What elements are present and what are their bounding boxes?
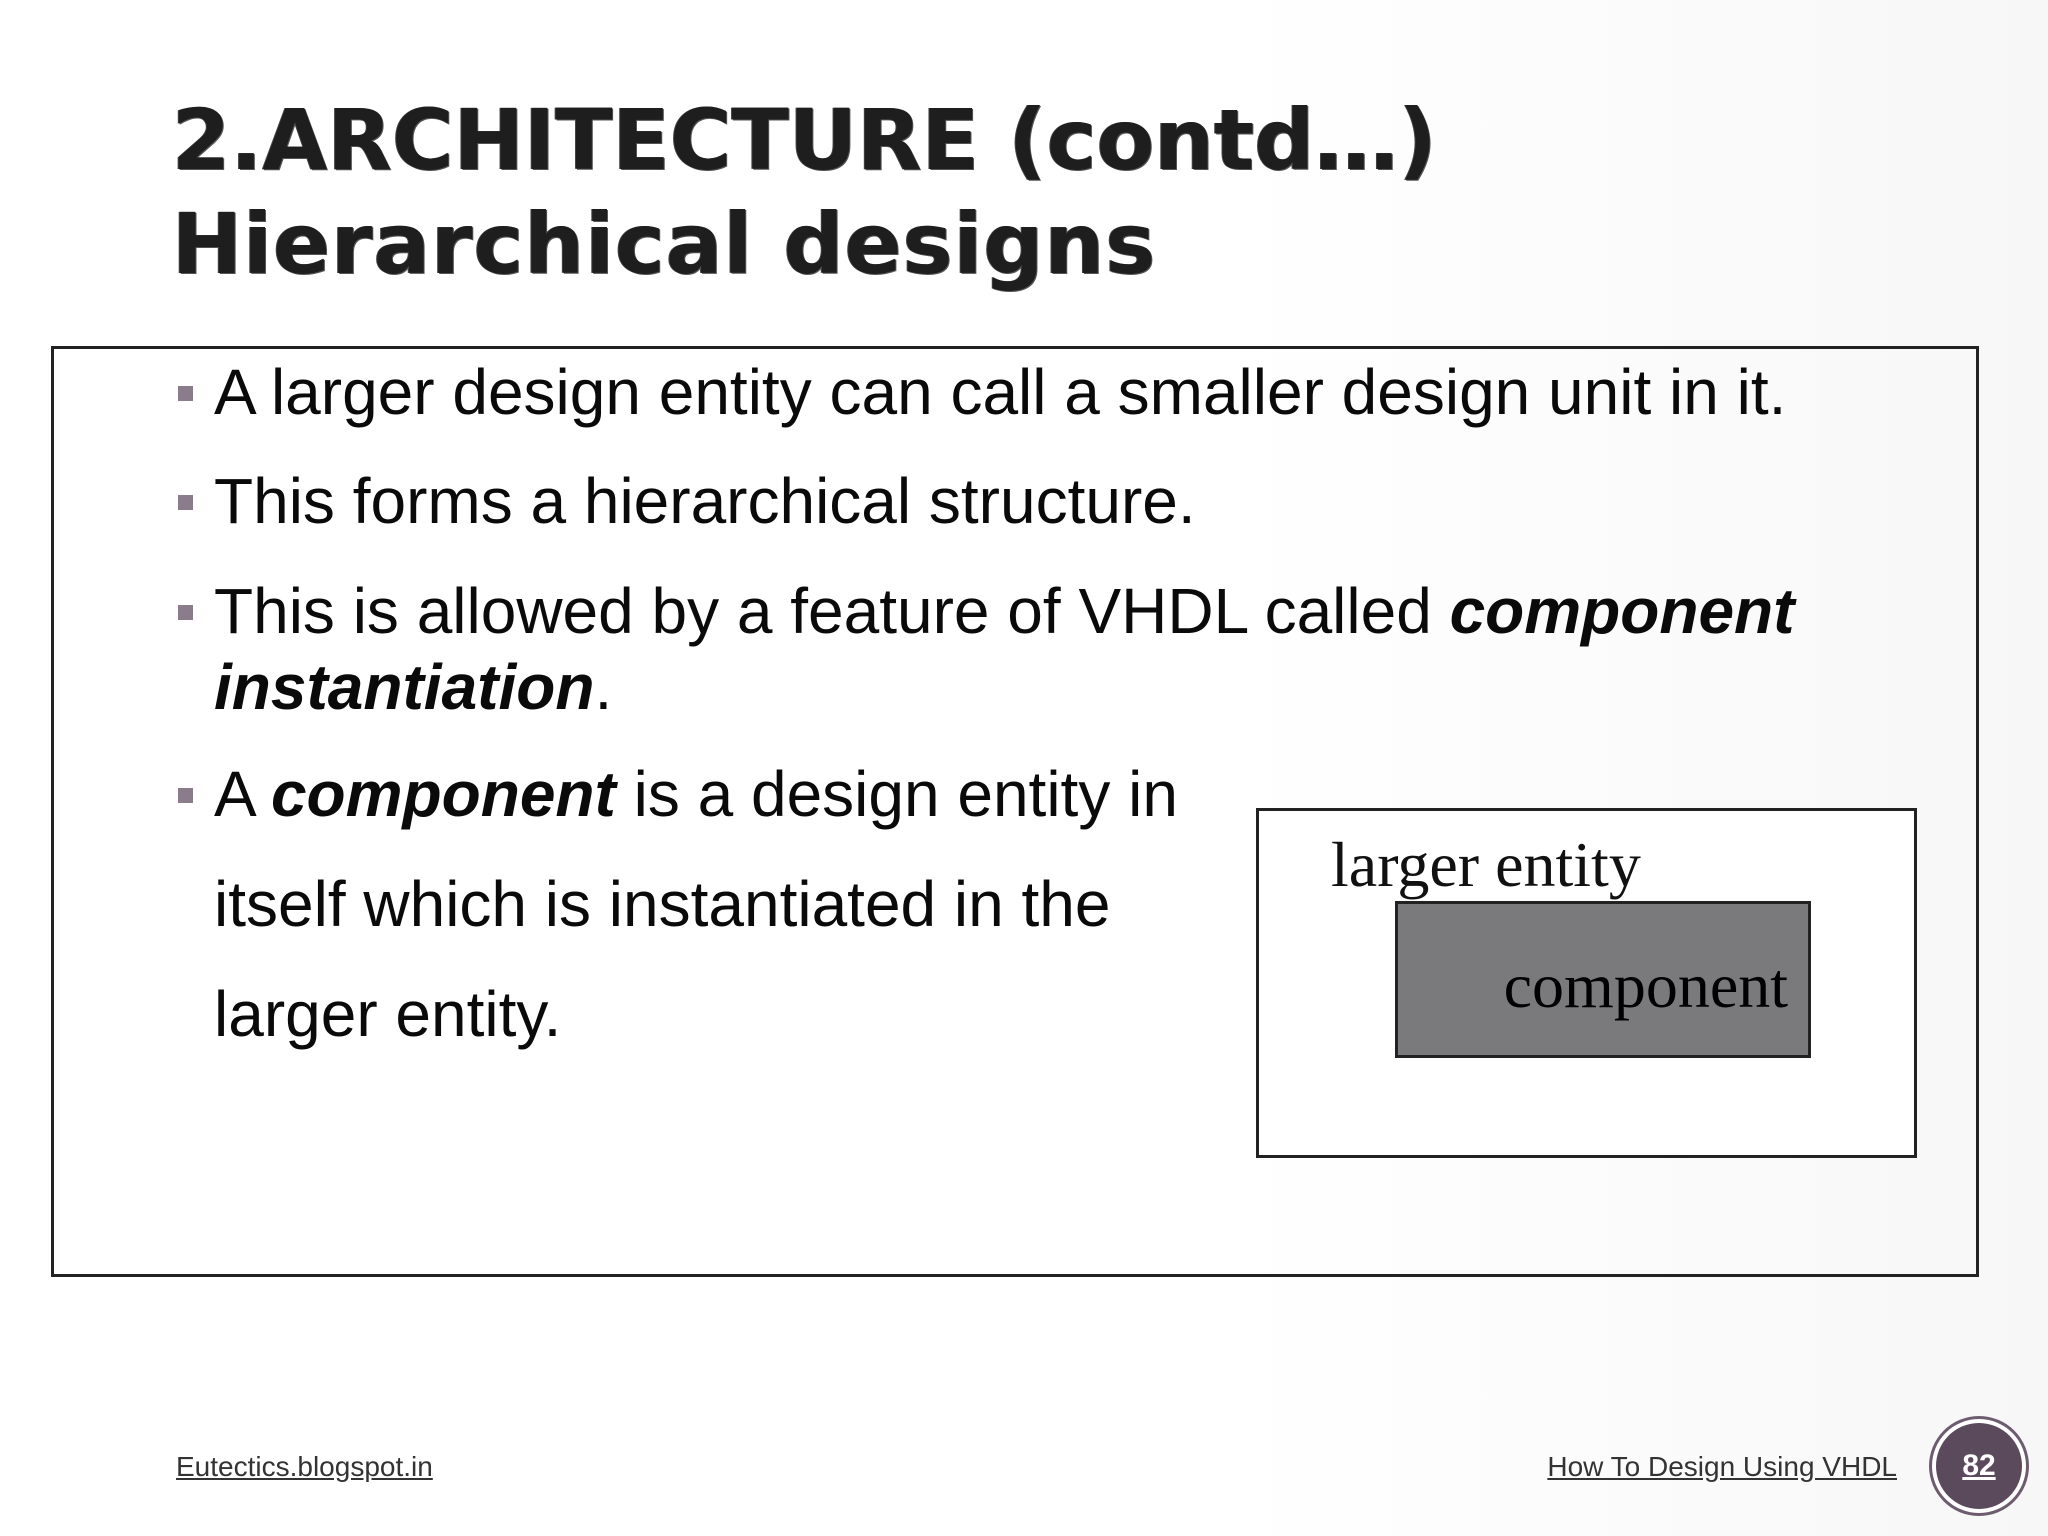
- footer-title-link[interactable]: How To Design Using VHDL: [1547, 1451, 1897, 1482]
- page-number: 82: [1962, 1449, 1996, 1482]
- larger-entity-box: [1256, 808, 1917, 1158]
- bullet-marker: [178, 788, 193, 803]
- bullet-text-line3: larger entity.: [214, 978, 562, 1050]
- emphasis-component: component: [270, 758, 616, 830]
- bullet-text: This forms a hierarchical structure.: [214, 465, 1196, 537]
- bullet-text: [214, 573, 1794, 725]
- bullet-text-prefix: This is allowed by a feature of VHDL called: [214, 575, 1450, 647]
- slide-title: [172, 88, 1437, 296]
- emphasis-instantiation: instantiation: [214, 651, 595, 723]
- bullet-text-suffix: .: [594, 651, 613, 723]
- bullet-text-prefix: A: [214, 758, 271, 830]
- page-number-badge[interactable]: [1936, 1423, 2022, 1509]
- title-line-2: Hierarchical designs: [172, 195, 1157, 293]
- bullet-text: [214, 739, 1178, 1069]
- bullet-marker: [178, 495, 193, 510]
- bullet-text-line2: itself which is instantiated in the: [214, 868, 1111, 940]
- component-label: component: [1503, 950, 1788, 1021]
- bullet-marker: [178, 605, 193, 620]
- title-line-1: 2.ARCHITECTURE (contd…): [172, 91, 1437, 189]
- footer-blog-link[interactable]: Eutectics.blogspot.in: [176, 1451, 433, 1482]
- bullet-marker: [178, 386, 193, 401]
- bullet-text: A larger design entity can call a smaller design unit in it.: [214, 356, 1787, 428]
- bullet-text-line1-suffix: is a design entity in: [615, 758, 1178, 830]
- component-box: [1395, 901, 1811, 1058]
- larger-entity-label: larger entity: [1331, 829, 1641, 900]
- emphasis-component: component: [1449, 575, 1795, 647]
